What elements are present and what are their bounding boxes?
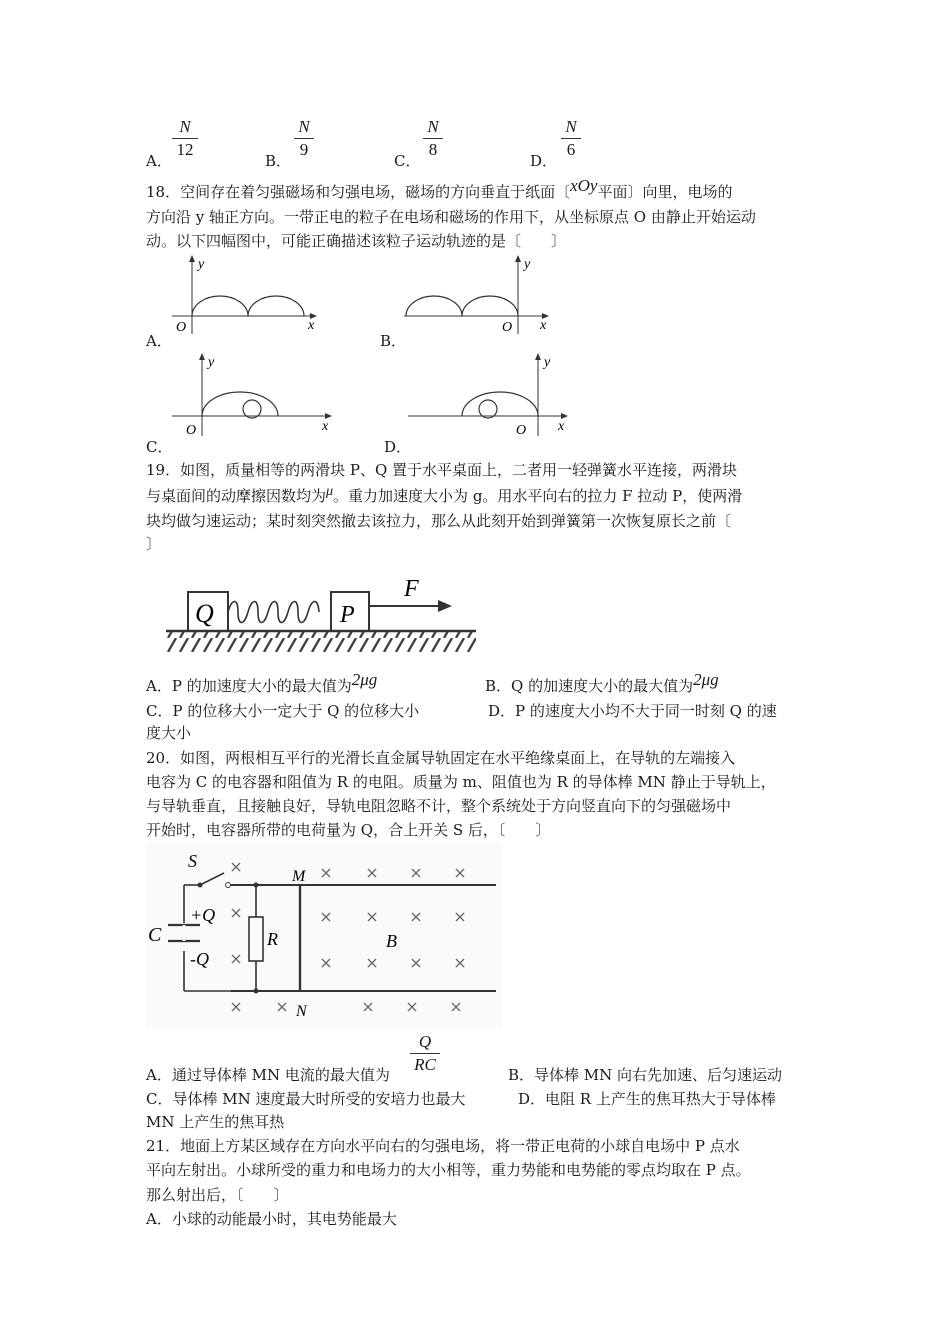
q20-capacitor-label: C: [148, 924, 162, 946]
q19-option-d: D．P 的速度大小均不大于同一时刻 Q 的速: [488, 702, 777, 720]
q20-option-c: C．导体棒 MN 速度最大时所受的安培力也最大: [146, 1090, 466, 1108]
q20-line-3: 与导轨垂直，且接触良好，导轨电阻忽略不计，整个系统处于方向竖直向下的匀强磁场中: [146, 797, 732, 815]
q18-graph-c-x-label: x: [322, 419, 329, 434]
q21-option-a: A．小球的动能最小时，其电势能最大: [146, 1210, 397, 1228]
q20-line-4: 开始时，电容器所带的电荷量为 Q，合上开关 S 后，〔 〕: [146, 821, 551, 839]
q17-option-b-letter: B．: [265, 152, 292, 170]
q18-graph-d-origin-label: O: [516, 423, 527, 438]
q18-graph-c-origin-label: O: [186, 423, 197, 438]
q18-graph-d: [406, 350, 571, 440]
q20-switch-label: S: [188, 851, 197, 871]
q20-resistor-label: R: [267, 929, 278, 949]
q21-line-3: 那么射出后，〔 〕: [146, 1186, 289, 1204]
q18-line-1: 18．空间存在着匀强磁场和匀强电场，磁场的方向垂直于纸面〔xOy平面〕向里，电场的: [146, 176, 733, 201]
q19-option-c: C．P 的位移大小一定大于 Q 的位移大小: [146, 702, 420, 720]
q18-graph-b-origin-label: O: [502, 320, 513, 335]
q19-block-p-label: P: [340, 602, 355, 628]
q19-line-1: 19．如图，质量相等的两滑块 P、Q 置于水平桌面上，二者用一轻弹簧水平连接，两滑块: [146, 461, 738, 479]
q19-force-label: F: [404, 576, 419, 602]
q18-graph-a-label: A．: [146, 332, 172, 350]
q19-option-d-cont: 度大小: [146, 724, 192, 742]
q19-mu-symbol: μ: [326, 484, 334, 499]
q18-graph-a-origin-label: O: [176, 320, 187, 335]
q17-option-c-fraction: N 8: [423, 117, 443, 160]
q20-rod-n-label: N: [296, 1003, 307, 1020]
q20-positive-charge-label: +Q: [190, 905, 216, 925]
q18-plane-symbol: xOy: [570, 176, 598, 195]
q18-line-3: 动。以下四幅图中，可能正确描述该粒子运动轨迹的是〔 〕: [146, 232, 567, 250]
q18-graph-a: [170, 254, 320, 336]
q18-graph-d-x-label: x: [558, 419, 565, 434]
q18-graph-c-label: C．: [146, 438, 173, 456]
q20-option-b: B．导体棒 MN 向右先加速、后匀速运动: [508, 1066, 783, 1084]
q20-option-a-fraction: Q RC: [410, 1032, 440, 1075]
q20-figure: [146, 843, 502, 1028]
q17-option-a-fraction: N 12: [172, 117, 198, 160]
q19-option-b: B．Q 的加速度大小的最大值为2μg: [485, 670, 719, 695]
q20-option-d: D．电阻 R 上产生的焦耳热大于导体棒: [518, 1090, 776, 1108]
q17-option-b-fraction: N 9: [294, 117, 314, 160]
q18-line-2: 方向沿 y 轴正方向。一带正电的粒子在电场和磁场的作用下，从坐标原点 O 由静止开始运动: [146, 208, 756, 226]
q18-graph-b: [402, 254, 552, 336]
q19-line-4: 〕: [146, 535, 162, 553]
q17-option-d-fraction: N 6: [561, 117, 581, 160]
q18-graph-a-y-label: y: [198, 257, 205, 272]
q20-option-d-cont: MN 上产生的焦耳热: [146, 1113, 285, 1131]
q19-option-a: A．P 的加速度大小的最大值为2μg: [146, 670, 378, 695]
q19-line-3: 块均做匀速运动；某时刻突然撤去该拉力，那么从此刻开始到弹簧第一次恢复原长之前〔: [146, 512, 732, 530]
q18-graph-b-x-label: x: [540, 318, 547, 333]
q18-graph-b-label: B．: [380, 332, 407, 350]
q19-figure: [166, 568, 478, 660]
q17-option-d-letter: D．: [530, 152, 558, 170]
q21-line-1: 21．地面上方某区域存在方向水平向右的匀强电场，将一带正电荷的小球自电场中 P 点水: [146, 1137, 740, 1155]
q19-spring: [228, 602, 319, 623]
q18-graph-c-y-label: y: [208, 355, 215, 370]
q21-line-2: 平向左射出。小球所受的重力和电场力的大小相等，重力势能和电势能的零点均取在 P 点。: [146, 1161, 751, 1179]
q18-graph-c: [170, 350, 335, 440]
q18-graph-a-x-label: x: [308, 318, 315, 333]
q19-line-2: 与桌面间的动摩擦因数均为μ。重力加速度大小为 g。用水平向右的拉力 F 拉动 P，使两滑: [146, 484, 743, 505]
q18-graph-b-y-label: y: [524, 257, 531, 272]
q20-option-a: A．通过导体棒 MN 电流的最大值为: [146, 1066, 390, 1084]
q19-block-q-label: Q: [195, 599, 214, 628]
q17-option-a-letter: A．: [146, 152, 172, 170]
q18-graph-d-label: D．: [384, 438, 412, 456]
q18-graph-d-y-label: y: [544, 355, 551, 370]
q20-line-2: 电容为 C 的电容器和阻值为 R 的电阻。质量为 m、阻值也为 R 的导体棒 MN 静止于导轨上，: [146, 773, 776, 791]
q17-option-c-letter: C．: [394, 152, 421, 170]
q20-negative-charge-label: -Q: [190, 949, 209, 969]
q20-line-1: 20．如图，两根相互平行的光滑长直金属导轨固定在水平绝缘桌面上，在导轨的左端接入: [146, 749, 736, 767]
q20-field-label: B: [386, 931, 397, 951]
q20-rod-m-label: M: [292, 868, 306, 885]
